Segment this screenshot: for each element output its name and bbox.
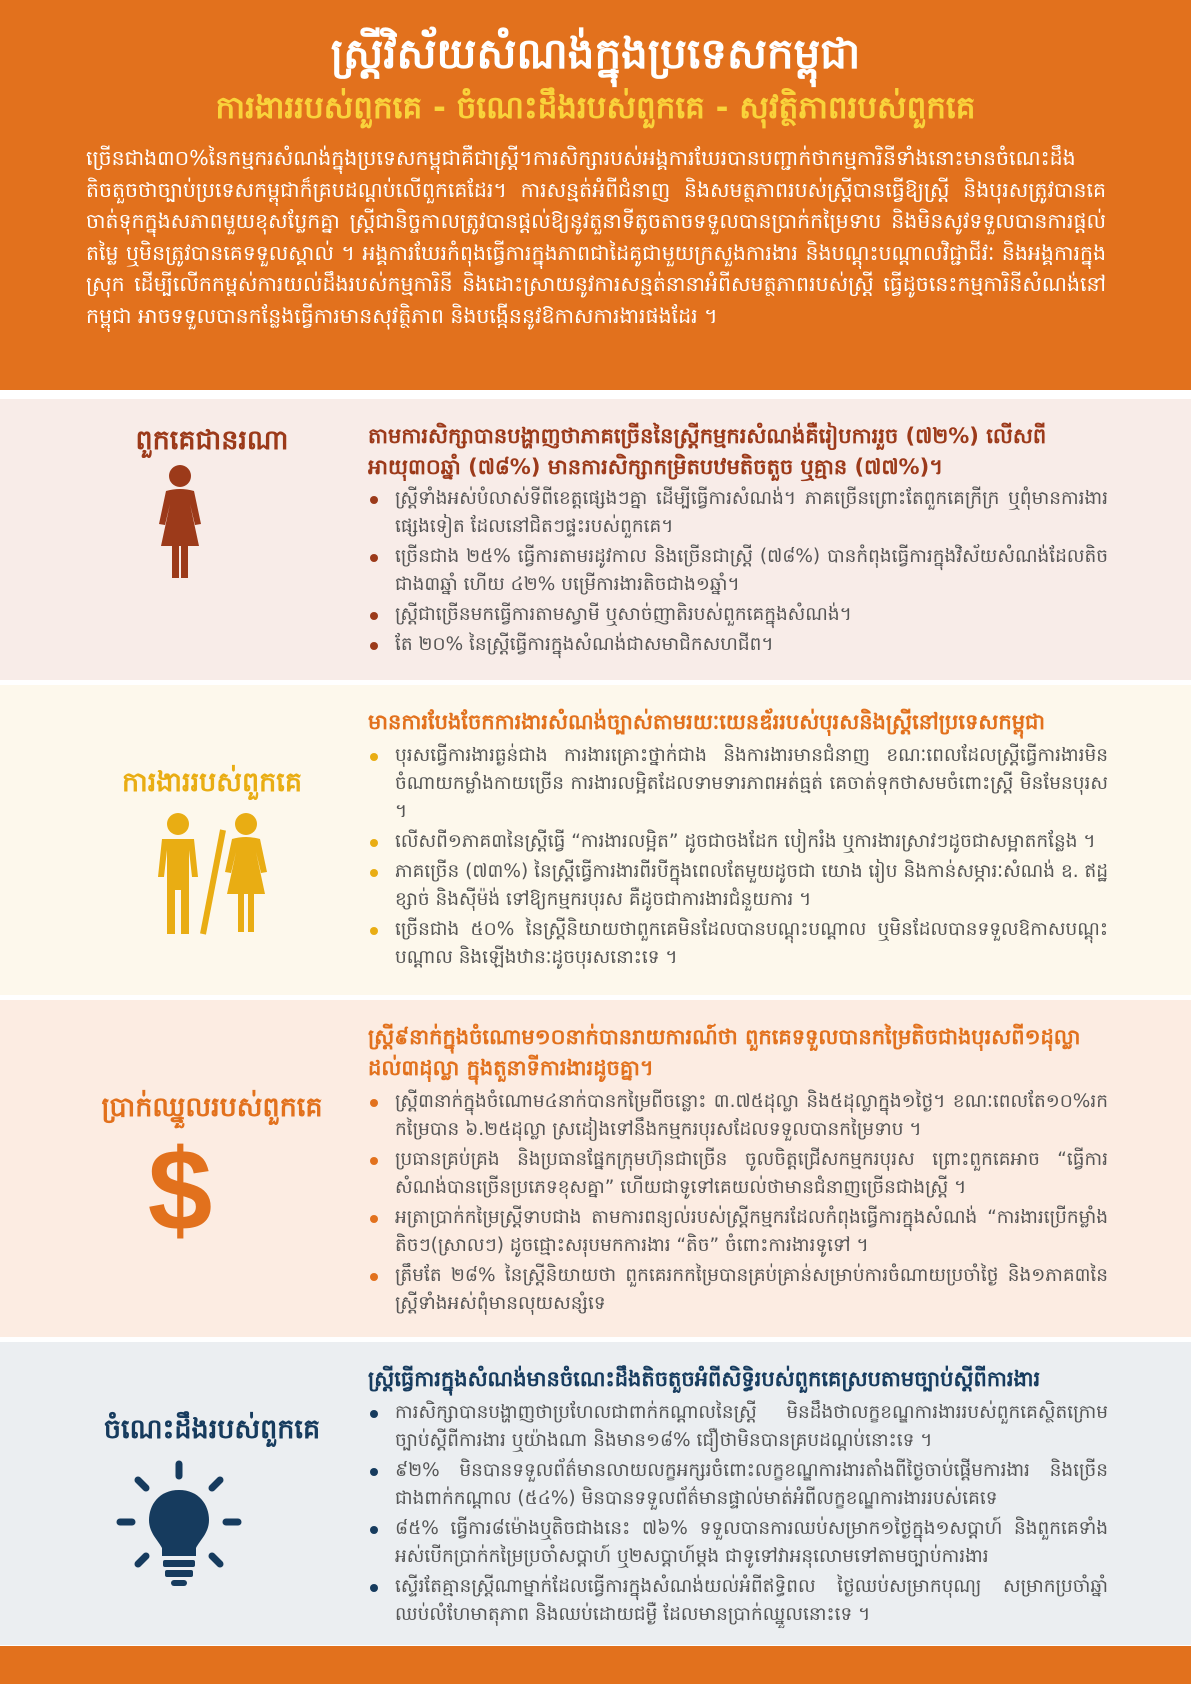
list-item: ច្រើនជាង ៥០% នៃស្ត្រីនិយាយថាពួកគេមិនដែលបានបណ្តុះបណ្តាល ឬមិនដែលបានទទួលឱកាសបណ្តុះបណ្តាល និងឡើងឋានៈដូចបុរសនោះទេ ។ — [368, 916, 1108, 972]
bullet-dot — [370, 927, 378, 935]
bullet-dot — [370, 869, 378, 877]
bullet-list — [368, 742, 1108, 974]
list-item: ភាគច្រើន (៧៣%) នៃស្ត្រីធ្វើការងារពីរបីក្នុងពេលតែមួយដូចជា យោង រៀប និងកាន់សម្ភារៈសំណង់ ឧ. ឥដ្ឋ ខ្សាច់ និងស៊ីម៉ង់ ទៅឱ្យកម្មករបុរស គឺដូចជាការងារជំនួយការ ។ — [368, 858, 1108, 914]
intro-paragraph: ច្រើនជាង៣០%នៃកម្មករសំណង់ក្នុងប្រទេសកម្ពុជាគឺជាស្ត្រី។ការសិក្សារបស់អង្គការឃែរបានបញ្ជាក់ថាកម្មការិនីទាំងនោះមានចំណេះដឹងតិចតួចថាច្បាប់ប្រទេសកម្ពុជាក៏គ្របដណ្តប់លើពួកគេដែរ។ ការសន្មត់អំពីជំនាញ និងសមត្ថភាពរបស់ស្ត្រីបានធ្វើឱ្យស្ត្រី និងបុរសត្រូវបានគេចាត់ទុកក្នុងសភាពមួយខុសប្លែកគ្នា ស្ត្រីជានិច្ចកាលត្រូវបានផ្តល់ឱ្យនូវតួនាទីតូចតាចទទួលបានប្រាក់កម្រៃទាប និងមិនសូវទទួលបានការផ្តល់តម្លៃ ឬមិនត្រូវបានគេទទួលស្គាល់ ។ អង្គការឃែរកំពុងធ្វើការក្នុងភាពជាដៃគូជាមួយក្រសួងការងារ និងបណ្តុះបណ្តាលវិជ្ជាជីវៈ និងអង្គការក្នុងស្រុក ដើម្បីលើកកម្ពស់ការយល់ដឹងរបស់កម្មការិនី និងដោះស្រាយនូវការសន្មត់នានាអំពីសមត្ថភាពរបស់ស្ត្រី ធ្វើដូចនេះកម្មការិនីសំណង់នៅកម្ពុជា អាចទទួលបានកន្លែងធ្វើការមានសុវត្ថិភាព និងបង្កើននូវឱកាសការងារផងដែរ ។ — [86, 146, 1106, 328]
section-label: ប្រាក់ឈ្នួលរបស់ពួកគេ — [101, 1092, 323, 1123]
bullet-list — [368, 485, 1108, 661]
bullet-dot — [370, 1215, 378, 1223]
bullet-dot — [370, 839, 378, 847]
bullet-dot — [370, 642, 378, 650]
section-heading: ស្ត្រីធ្វើការក្នុងសំណង់មានចំណេះដឹងតិចតួចអំពីសិទ្ធិរបស់ពួកគេស្របតាមច្បាប់ស្តីពីការងារ — [368, 1367, 1041, 1391]
section-heading: តាមការសិក្សាបានបង្ហាញថាភាគច្រើននៃស្ត្រីកម្មករសំណង់គឺរៀបការរួច (៧២%) លើសពីអាយុ៣០ឆ្នាំ (៧៨%) មានការសិក្សាកម្រិតបឋមតិចតួច ឬគ្មាន (៧៧%)។ — [368, 424, 1047, 479]
dollar-icon: $ — [147, 1125, 213, 1255]
section-label: ការងាររបស់ពួកគេ — [122, 767, 302, 798]
list-item: បុរសធ្វើការងារធ្ងន់ជាង ការងារគ្រោះថ្នាក់ជាង និងការងារមានជំនាញ ខណៈពេលដែលស្ត្រីធ្វើការងារមិនចំណាយកម្លាំងកាយច្រើន ការងារលម្អិតដែលទាមទារភាពអត់ធ្មត់ គេចាត់ទុកថាសមចំពោះស្ត្រី មិនមែនបុរស ។ — [368, 742, 1108, 826]
list-item: ៨៥% ធ្វើការ៨ម៉ោងឬតិចជាងនេះ ៧៦% ទទួលបានការឈប់សម្រាក១ថ្ងៃក្នុង១សប្តាហ៍ និងពួកគេទាំងអស់បើកប្រាក់កម្រៃប្រចាំសប្តាហ៍ ឬ២សប្តាហ៍ម្តង ជាទូទៅវាអនុលោមទៅតាមច្បាប់ការងារ — [368, 1515, 1108, 1571]
section-who-are-they — [0, 399, 1191, 680]
bullet-dot — [370, 554, 378, 562]
bullet-list — [368, 1399, 1108, 1631]
section-their-knowledge — [0, 1342, 1191, 1645]
bullet-list — [368, 1088, 1108, 1320]
bullet-dot — [370, 1099, 378, 1107]
list-item: ស្ត្រីជាច្រើនមកធ្វើការតាមស្វាមី ឬសាច់ញាតិរបស់ពួកគេក្នុងសំណង់។ — [368, 601, 1108, 629]
list-item: ច្រើនជាង ២៥% ធ្វើការតាមរដូវកាល និងច្រើនជាស្ត្រី (៧៨%) បានកំពុងធ្វើការក្នុងវិស័យសំណង់ដែលតិចជាង៣ឆ្នាំ ហើយ ៤២% បម្រើការងារតិចជាង១ឆ្នាំ។ — [368, 543, 1108, 599]
man-woman-icon — [148, 812, 273, 936]
bullet-dot — [370, 612, 378, 620]
bullet-dot — [370, 753, 378, 761]
section-label: ពួកគេជានរណា — [135, 425, 289, 456]
page-subtitle: ការងាររបស់ពួកគេ - ចំណេះដឹងរបស់ពួកគេ - សុវត្ថិភាពរបស់ពួកគេ — [215, 90, 976, 126]
section-their-wages — [0, 1000, 1191, 1337]
section-label: ចំណេះដឹងរបស់ពួកគេ — [103, 1414, 321, 1445]
list-item: លើសពី១ភាគ៣នៃស្ត្រីធ្វើ “ការងារលម្អិត” ដូចជាចងដែក បៀករំង ឬការងារស្រាវៗដូចជាសម្អាតកន្លែង ។ — [368, 828, 1108, 856]
list-item: ៩២% មិនបានទទួលព័ត៌មានលាយលក្ខអក្សរចំពោះលក្ខខណ្ឌការងារតាំងពីថ្ងៃចាប់ផ្តើមការងារ និងច្រើនជាងពាក់កណ្តាល (៥៤%) មិនបានទទួលព័ត៌មានផ្ទាល់មាត់អំពីលក្ខខណ្ឌការងាររបស់គេទេ — [368, 1457, 1108, 1513]
list-item: ការសិក្សាបានបង្ហាញថាប្រហែលជាពាក់កណ្តាលនៃស្ត្រី មិនដឹងថាលក្ខខណ្ឌការងាររបស់ពួកគេស្ថិតក្រោមច្បាប់ស្តីពីការងារ ឬយ៉ាងណា និងមាន១៨% ជឿថាមិនបានគ្របដណ្តប់នោះទេ ។ — [368, 1399, 1108, 1455]
page-title: ស្ត្រីវិស័យសំណង់ក្នុងប្រទេសកម្ពុជា — [330, 29, 861, 78]
bullet-dot — [370, 496, 378, 504]
list-item: ប្រធានគ្រប់គ្រង និងប្រធានផ្នែកក្រុមហ៊ុនជាច្រើន ចូលចិត្តជ្រើសកម្មករបុរស ព្រោះពួកគេអាច “ធ្វើការសំណង់បានច្រើនប្រភេទខុសគ្នា” ហើយជាទូទៅគេយល់ថាមានជំនាញច្រើនជាងស្ត្រី ។ — [368, 1146, 1108, 1202]
section-heading: ស្ត្រី៩នាក់ក្នុងចំណោម១០នាក់បានរាយការណ៍ថា ពួកគេទទួលបានកម្រៃតិចជាងបុរសពី១ដុល្លាដល់៣ដុល្លា ក្នុងតួនាទីការងារដូចគ្នា។ — [368, 1025, 1081, 1080]
footer-bar — [0, 1646, 1191, 1684]
bullet-dot — [370, 1157, 378, 1165]
list-item: តែ ២០% នៃស្ត្រីធ្វើការក្នុងសំណង់ជាសមាជិកសហជីព។ — [368, 631, 1108, 659]
bullet-dot — [370, 1584, 378, 1592]
section-their-work — [0, 685, 1191, 995]
lightbulb-icon — [116, 1460, 242, 1590]
header-banner — [0, 0, 1191, 390]
list-item: ត្រឹមតែ ២៨% នៃស្ត្រីនិយាយថា ពួកគេរកកម្រៃបានគ្រប់គ្រាន់សម្រាប់ការចំណាយប្រចាំថ្ងៃ និង១ភាគ៣នៃស្ត្រីទាំងអស់ពុំមានលុយសន្សំទេ — [368, 1262, 1108, 1318]
bullet-dot — [370, 1468, 378, 1476]
list-item: ស្ទើរតែគ្មានស្ត្រីណាម្នាក់ដែលធ្វើការក្នុងសំណង់យល់អំពីឥទ្ធិពល ថ្ងៃឈប់សម្រាកបុណ្យ សម្រាកប្រចាំឆ្នាំ ឈប់លំហែមាតុភាព និងឈប់ដោយជម្ងឺ ដែលមានប្រាក់ឈ្នួលនោះទេ ។ — [368, 1573, 1108, 1629]
list-item: ស្ត្រី៣នាក់ក្នុងចំណោម៤នាក់បានកម្រៃពីចន្លោះ ៣.៧៥ដុល្លា និង៥ដុល្លាក្នុង១ថ្ងៃ។ ខណៈពេលតែ១០%រកកម្រៃបាន ៦.២៥ដុល្លា ស្រដៀងទៅនឹងកម្មករបុរសដែលទទួលបានកម្រៃទាប ។ — [368, 1088, 1108, 1144]
woman-icon — [150, 464, 210, 580]
bullet-dot — [370, 1410, 378, 1418]
bullet-dot — [370, 1526, 378, 1534]
section-heading: មានការបែងចែកការងារសំណង់ច្បាស់តាមរយៈយេនឌ័ររបស់បុរសនិងស្ត្រីនៅប្រទេសកម្ពុជា — [368, 710, 1046, 734]
bullet-dot — [370, 1273, 378, 1281]
list-item: ស្ត្រីទាំងអស់បំលាស់ទីពីខេត្តផ្សេងៗគ្នា ដើម្បីធ្វើការសំណង់។ ភាគច្រើនព្រោះតែពួកគេក្រីក្រ ឬពុំមានការងារផ្សេងទៀត ដែលនៅជិតៗផ្ទះរបស់ពួកគេ។ — [368, 485, 1108, 541]
list-item: អត្រាប្រាក់កម្រៃស្ត្រីទាបជាង តាមការពន្យល់របស់ស្ត្រីកម្មករដែលកំពុងធ្វើការក្នុងសំណង់ “ការងារប្រើកម្លាំងតិចៗ(ស្រាលៗ) ដូចជ្មោះសរុបមកការងារ “តិច” ចំពោះការងារទូទៅ ។ — [368, 1204, 1108, 1260]
